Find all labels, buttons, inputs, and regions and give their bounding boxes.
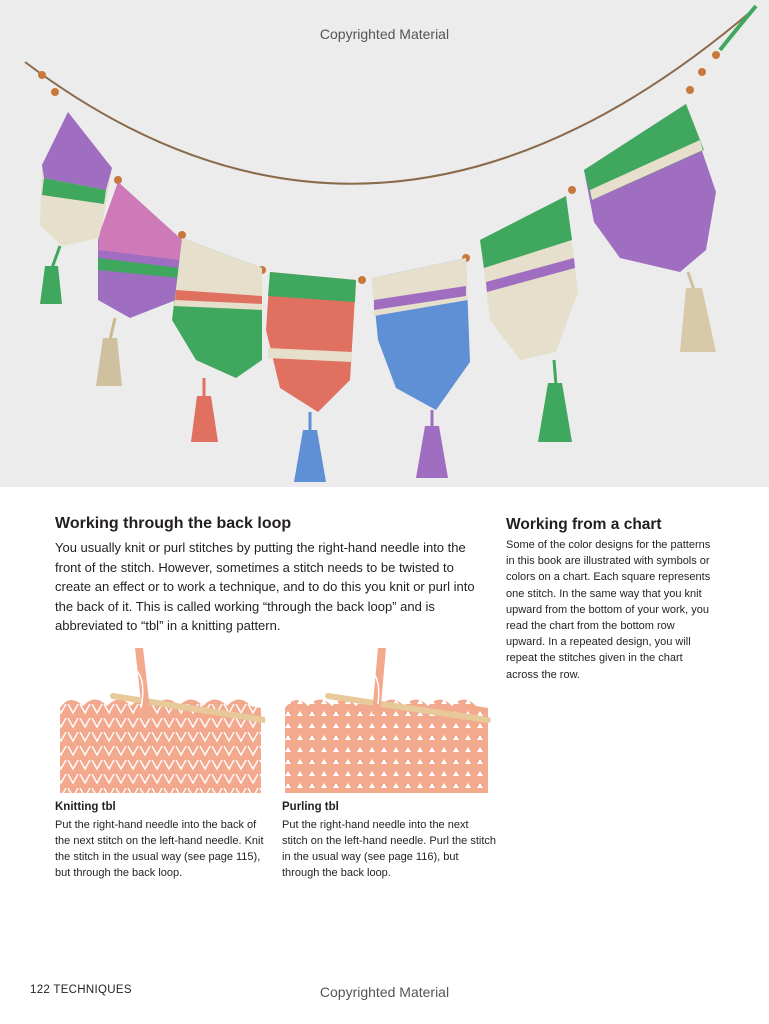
bunting-illustration bbox=[0, 0, 769, 487]
watermark-top: Copyrighted Material bbox=[319, 26, 450, 42]
section-body-chart: Some of the color designs for the patterns in this book are illustrated with symbols or colors on a chart. Each square represents one stitch. In the same way that you knit upward from the bottom of your work, you read the chart from the bottom row upward. In a repeated design, you will repeat the stitches given in the chart across the row. bbox=[506, 539, 711, 681]
footer-section: TECHNIQUES bbox=[53, 984, 132, 996]
page-number: 122 bbox=[30, 984, 51, 996]
purling-tbl-illustration bbox=[282, 648, 492, 798]
bunting-photo bbox=[0, 0, 769, 487]
knitting-tbl-illustration bbox=[55, 648, 265, 798]
purling-tbl-title: Purling tbl bbox=[282, 801, 339, 813]
section-title-back-loop: Working through the back loop bbox=[55, 515, 292, 532]
knitting-tbl-body: Put the right-hand needle into the back of the next stitch on the left-hand needle. Knit the stitch in the usual way (see page 115), but through the back loop. bbox=[55, 819, 264, 879]
watermark-bottom: Copyrighted Material bbox=[319, 984, 450, 1000]
section-body-back-loop: You usually knit or purl stitches by putting the right-hand needle into the front of the stitch. However, sometimes a stitch needs to be twisted to create an effect or to work a technique, and to do this you knit or purl into the back of it. This is called working “through the back loop” and is abbreviated to “tbl” in a knitting pattern. bbox=[55, 540, 475, 633]
knitting-tbl-title: Knitting tbl bbox=[55, 801, 116, 813]
section-title-chart: Working from a chart bbox=[506, 516, 662, 533]
purling-tbl-body: Put the right-hand needle into the next stitch on the left-hand needle. Purl the stitch in the usual way (see page 116), but through the back loop. bbox=[282, 819, 497, 879]
